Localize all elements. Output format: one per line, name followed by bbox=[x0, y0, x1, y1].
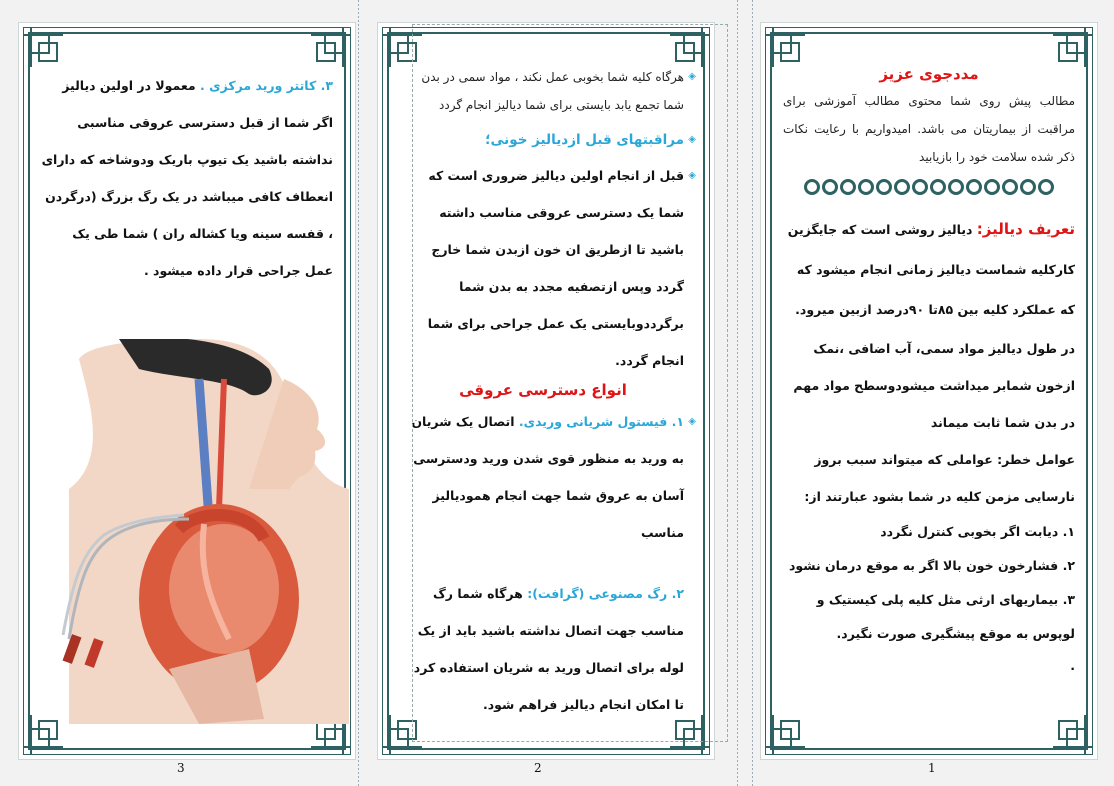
fistula-paragraph: ◈ ۱. فیستول شریانی وریدی. اتصال یک شریان به ورید به منظور قوی شدن ورید ودسترسی آسان به عروق شما جهت انجام همودیالیز مناسب bbox=[402, 403, 684, 551]
intro-paragraph: مطالب پیش روی شما محتوی مطالب آموزشی برای مراقبت از بیماریتان می باشد. امیدواریم با رعایت نکات ذکر شده سلامت خود را بازیابید bbox=[783, 94, 1075, 164]
diamond-bullet-icon: ◈ bbox=[688, 134, 696, 145]
risk-item-2: ۲. فشارخون خون بالا اگر به موقع درمان نشود bbox=[788, 558, 1075, 573]
page-number: 2 bbox=[534, 761, 542, 775]
intro-paragraph: ◈ هرگاه کلیه شما بخوبی عمل نکند ، مواد سمی در بدن شما تجمع یابد بایستی برای شما دیالیز انجام گردد bbox=[402, 63, 684, 119]
risk-factors-intro: عوامل خطر: عواملی که میتواند سبب بروز نارسایی مزمن کلیه در شما بشود عبارتند از: bbox=[804, 452, 1075, 504]
central-venous-catheter-illustration bbox=[49, 339, 349, 724]
catheter-label: ۳. کاتتر ورید مرکزی . bbox=[200, 78, 333, 93]
page-number: 1 bbox=[928, 761, 936, 775]
graft-paragraph: ۲. رگ مصنوعی (گرافت): هرگاه شما رگ مناسب جهت اتصال نداشته باشید باید از یک لوله برای اتصال ورید به شریان استفاده کرد تا امکان انجام دیالیز فراهم شود. bbox=[413, 586, 684, 712]
pre-dialysis-heading: ◈ مراقبتهای قبل ازدیالیز خونی؛ bbox=[402, 125, 684, 155]
corner-ornament-icon bbox=[1053, 23, 1097, 67]
page-3 bbox=[18, 22, 356, 760]
decorative-divider bbox=[783, 179, 1075, 195]
corner-ornament-icon bbox=[761, 715, 805, 759]
corner-ornament-icon bbox=[1053, 715, 1097, 759]
dialysis-process-paragraph: در طول دیالیز مواد سمی، آب اضافی ،نمک ازخون شمابر میداشت میشودوسطح مواد مهم در بدن شما ثابت میماند bbox=[793, 341, 1075, 430]
risk-item-1: ۱. دیابت اگر بخوبی کنترل نگردد bbox=[880, 524, 1075, 539]
page-separator bbox=[752, 0, 753, 786]
page-separator bbox=[358, 0, 359, 786]
corner-ornament-icon bbox=[761, 23, 805, 67]
diamond-bullet-icon: ◈ bbox=[688, 416, 696, 427]
diamond-bullet-icon: ◈ bbox=[688, 71, 696, 82]
page-title: مددجوی عزیز bbox=[879, 65, 979, 83]
pre-dialysis-paragraph: ◈ قبل از انجام اولین دیالیز ضروری است که شما یک دسترسی عروقی مناسب داشته باشید تا ازطریق ان خون ازبدن شما خارج گردد وپس ازتصفیه مجدد به بدن شما برگرددوبایستی یک عمل جراحی برای شما انجام گردد. bbox=[402, 157, 684, 379]
trailing-dot: . bbox=[1070, 658, 1075, 673]
catheter-text: معمولا در اولین دیالیز اگر شما از قبل دسترسی عروقی مناسبی نداشته باشید یک تیوپ باریک ودوشاخه که دارای انعطاف کافی میباشد در یک رگ بزرگ (درگردن ، قفسه سینه ویا کشاله ران ) شما طی یک عمل جراحی قرار داده میشود . bbox=[41, 78, 333, 278]
diamond-bullet-icon: ◈ bbox=[688, 170, 696, 181]
page-number: 3 bbox=[177, 761, 185, 775]
risk-item-3: ۳. بیماریهای ارثی مثل کلیه پلی کیستیک و لوپوس به موقع پیشگیری صورت نگیرد. bbox=[816, 592, 1075, 641]
corner-ornament-icon bbox=[311, 23, 355, 67]
page-separator bbox=[737, 0, 738, 786]
corner-ornament-icon bbox=[19, 23, 63, 67]
page-1-content bbox=[783, 63, 1075, 719]
catheter-paragraph bbox=[41, 67, 333, 289]
dialysis-definition: تعریف دیالیز: دیالیز روشی است که جایگزین کارکلیه شماست دیالیز زمانی انجام میشود که که عملکرد کلیه بین ۸۵تا ۹۰درصد ازبین میرود. bbox=[787, 220, 1075, 317]
text-box-boundary bbox=[412, 24, 728, 742]
page-1 bbox=[760, 22, 1098, 760]
access-types-heading: انواع دسترسی عروقی bbox=[459, 381, 627, 399]
